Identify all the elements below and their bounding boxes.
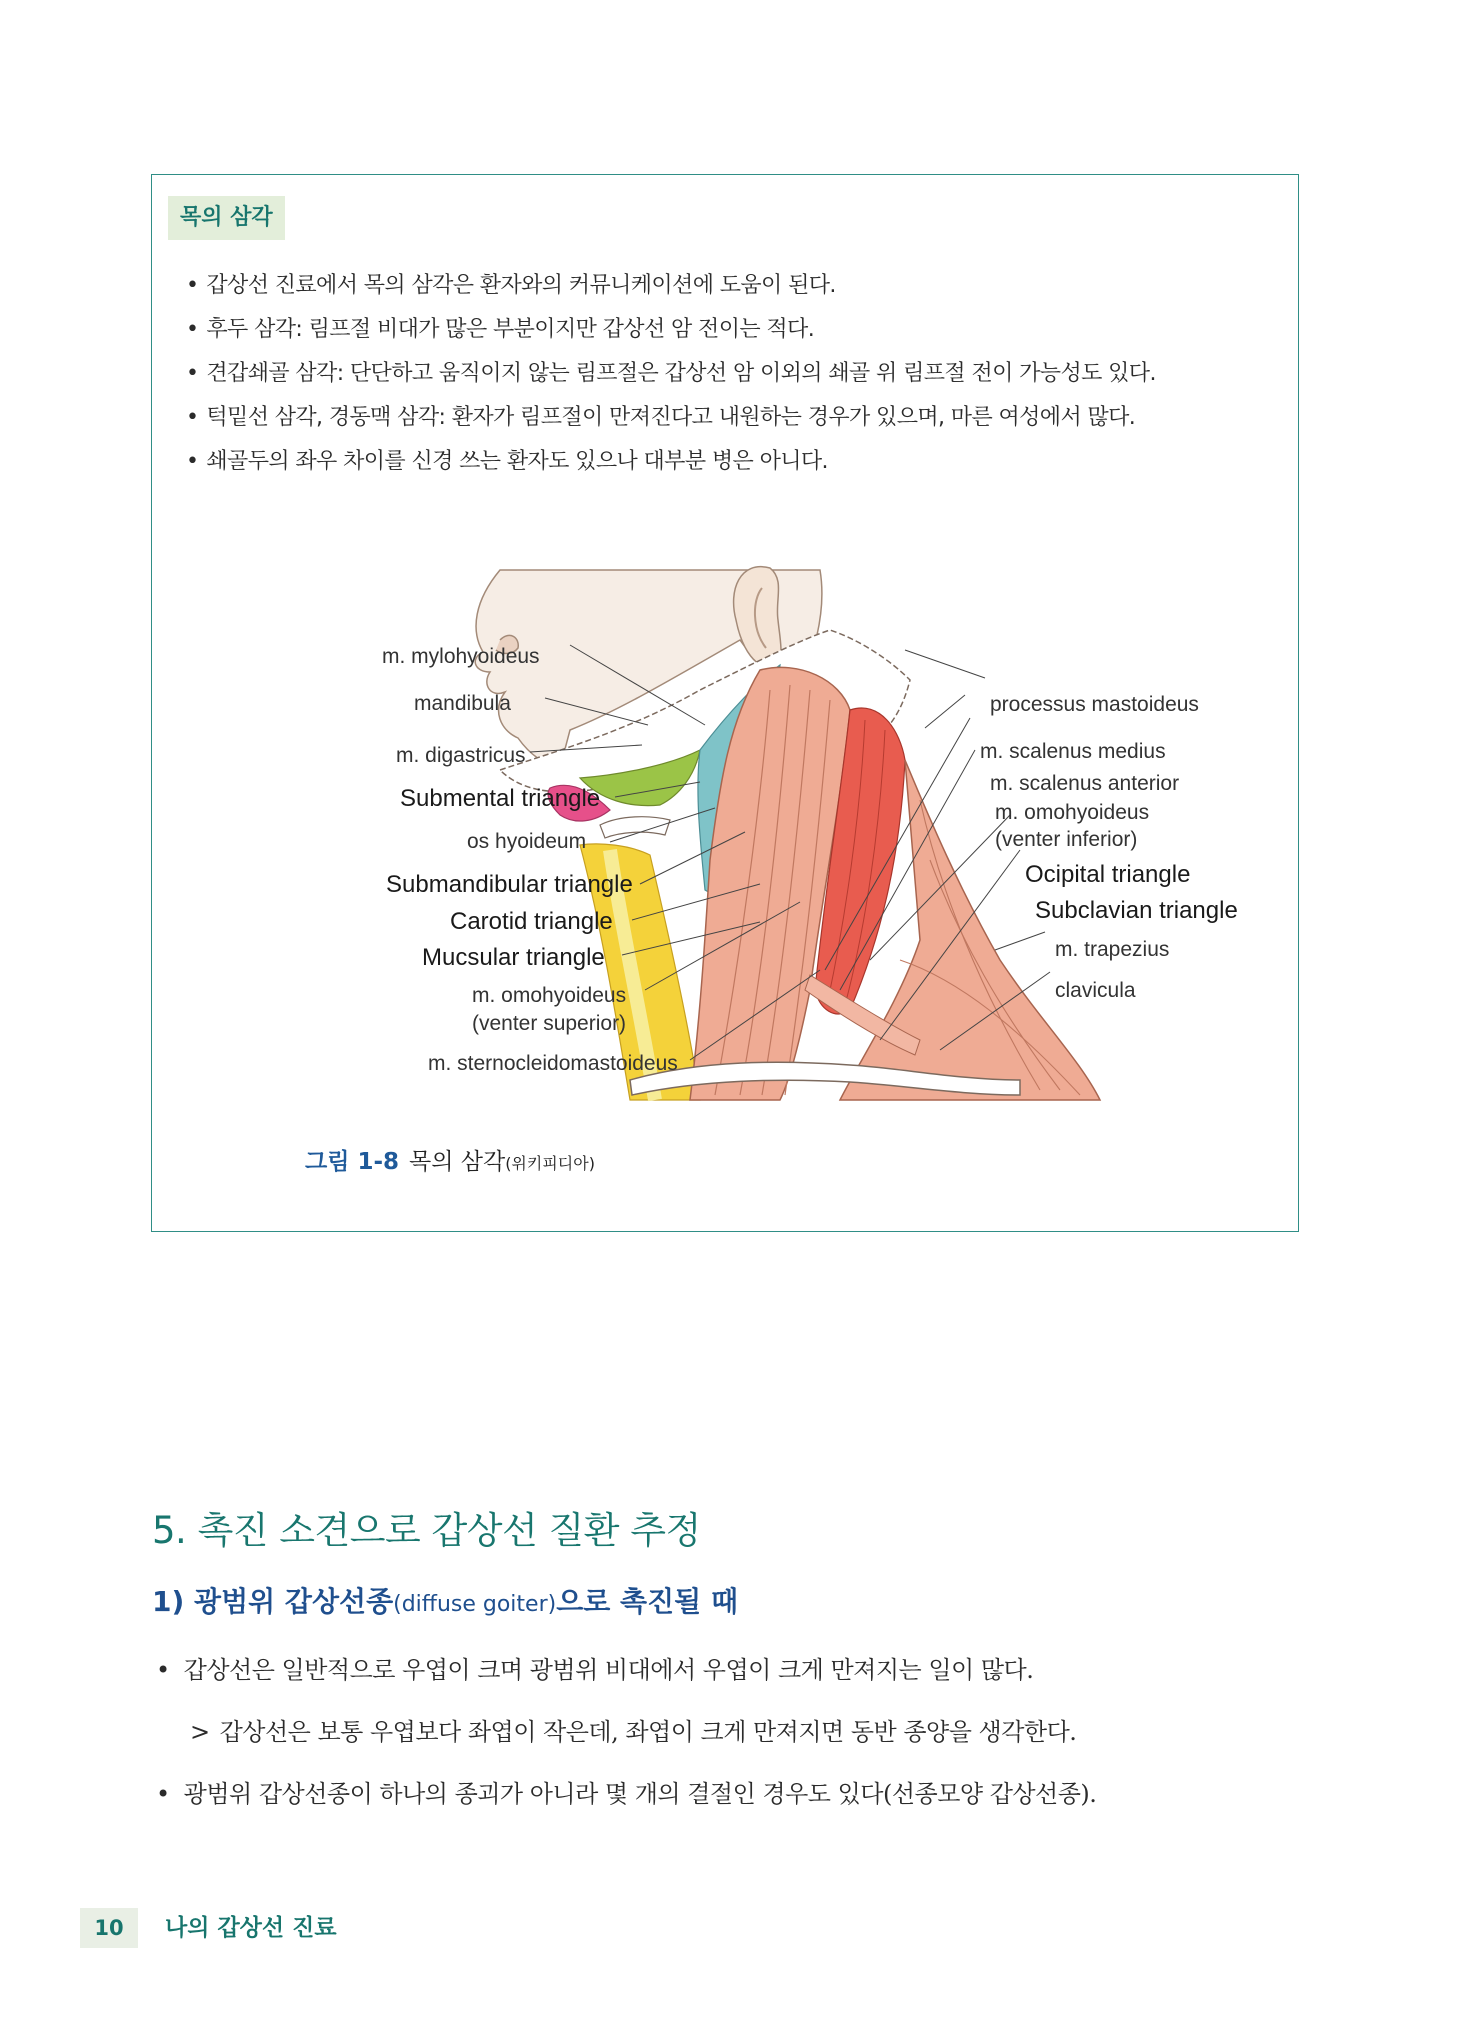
label-venter-inferior: (venter inferior): [995, 828, 1138, 851]
label-muscular-triangle: Mucsular triangle: [422, 944, 605, 971]
paragraph-1-text: 갑상선은 일반적으로 우엽이 크며 광범위 비대에서 우엽이 크게 만져지는 일이 많다.: [183, 1656, 1034, 1684]
bullet-item: • 후두 삼각: 림프절 비대가 많은 부분이지만 갑상선 암 전이는 적다.: [186, 308, 1156, 352]
label-mandibula: mandibula: [414, 692, 511, 715]
paragraph-2: [190, 1712, 1076, 1747]
page-number: 10: [80, 1908, 138, 1948]
paragraph-2-marker: >: [190, 1718, 210, 1746]
bullet-list: [186, 264, 1156, 484]
bullet-item: • 견갑쇄골 삼각: 단단하고 움직이지 않는 림프절은 갑상선 암 이외의 쇄골 위 림프절 전이 가능성도 있다.: [186, 352, 1156, 396]
paragraph-2-text: 갑상선은 보통 우엽보다 좌엽이 작은데, 좌엽이 크게 만져지면 동반 종양을 생각한다.: [219, 1718, 1077, 1746]
label-mylohyoideus: m. mylohyoideus: [382, 645, 540, 668]
book-title: 나의 갑상선 진료: [165, 1915, 337, 1941]
subheading-english: (diffuse goiter): [393, 1592, 557, 1617]
label-scalenus-medius: m. scalenus medius: [980, 740, 1166, 763]
figure-caption-text: 목의 삼각: [409, 1149, 506, 1175]
figure-caption: [305, 1143, 595, 1176]
label-sternocleidomastoideus: m. sternocleidomastoideus: [428, 1052, 678, 1075]
label-submental-triangle: Submental triangle: [400, 785, 601, 812]
label-omohyoideus-inferior: m. omohyoideus: [995, 801, 1150, 824]
label-digastricus: m. digastricus: [396, 744, 526, 767]
label-ocipital-triangle: Ocipital triangle: [1025, 861, 1191, 888]
label-subclavian-triangle: Subclavian triangle: [1035, 897, 1238, 924]
bullet-item: • 갑상선 진료에서 목의 삼각은 환자와의 커뮤니케이션에 도움이 된다.: [186, 264, 1156, 308]
figure-caption-source: (위키피디아): [505, 1154, 595, 1173]
neck-anatomy-figure: [200, 560, 1260, 1120]
label-venter-superior: (venter superior): [472, 1012, 627, 1035]
label-scalenus-anterior: m. scalenus anterior: [990, 772, 1180, 795]
paragraph-3: [156, 1774, 1096, 1809]
label-processus-mastoideus: processus mastoideus: [990, 693, 1199, 716]
bullet-item: • 턱밑선 삼각, 경동맥 삼각: 환자가 림프절이 만져진다고 내원하는 경우가 있으며, 마른 여성에서 많다.: [186, 396, 1156, 440]
paragraph-1: [156, 1650, 1033, 1685]
label-submandibular-triangle: Submandibular triangle: [386, 871, 633, 898]
paragraph-1-bullet: •: [156, 1656, 170, 1684]
label-omohyoideus-superior: m. omohyoideus: [472, 984, 627, 1007]
bullet-item: • 쇄골두의 좌우 차이를 신경 쓰는 환자도 있으나 대부분 병은 아니다.: [186, 440, 1156, 484]
figure-caption-number: 그림 1-8: [305, 1149, 399, 1175]
subsection-heading: [152, 1580, 738, 1620]
subheading-prefix: 1) 광범위 갑상선종: [152, 1585, 394, 1618]
paragraph-3-bullet: •: [156, 1780, 170, 1808]
box-title: 목의 삼각: [168, 196, 285, 240]
label-os-hyoideum: os hyoideum: [467, 830, 587, 853]
label-trapezius: m. trapezius: [1055, 938, 1170, 961]
label-carotid-triangle: Carotid triangle: [450, 908, 613, 935]
paragraph-3-text: 광범위 갑상선종이 하나의 종괴가 아니라 몇 개의 결절인 경우도 있다(선종모양 갑상선종).: [183, 1780, 1097, 1808]
label-clavicula: clavicula: [1055, 979, 1136, 1002]
subheading-suffix: 으로 촉진될 때: [556, 1585, 738, 1618]
section-heading: 5. 촉진 소견으로 갑상선 질환 추정: [152, 1509, 701, 1552]
